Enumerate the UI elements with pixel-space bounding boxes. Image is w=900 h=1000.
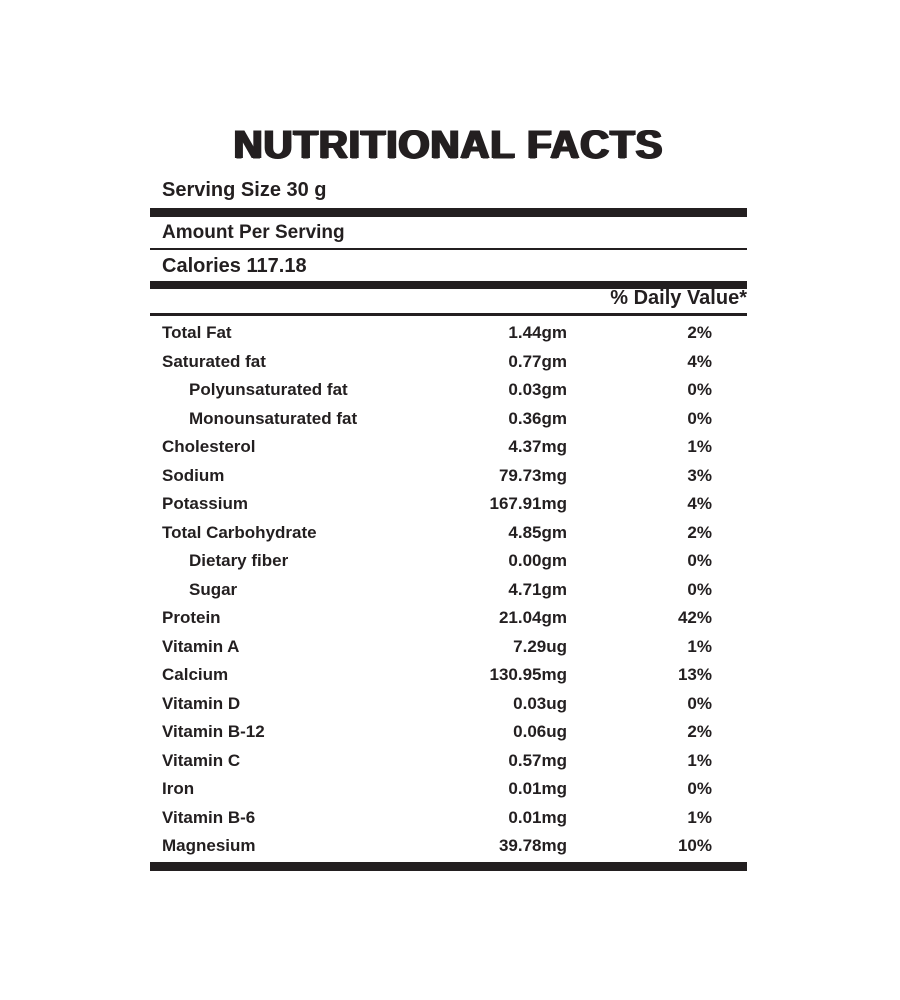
- label-title: NUTRITIONAL FACTS: [233, 123, 664, 167]
- nutrient-name: Magnesium: [162, 836, 256, 856]
- divider-thick-bottom: [150, 862, 747, 871]
- nutrient-name: Calcium: [162, 665, 229, 685]
- calories-line: [162, 255, 307, 278]
- nutrient-row: [150, 405, 747, 434]
- serving-size-line: [162, 179, 327, 202]
- nutrient-name: Vitamin B-12: [162, 722, 265, 742]
- nutrient-row: [150, 348, 747, 377]
- nutrient-name: Iron: [162, 779, 195, 799]
- nutrient-name: Total Carbohydrate: [162, 522, 317, 542]
- nutrient-daily-value: 3%: [687, 465, 712, 485]
- nutrient-amount: 0.77gm: [508, 351, 567, 371]
- nutrient-amount: 4.85gm: [508, 522, 567, 542]
- nutrient-row: [150, 690, 747, 719]
- nutrient-daily-value: 1%: [687, 807, 712, 827]
- nutrient-name: Polyunsaturated fat: [189, 380, 348, 400]
- nutrient-row: [150, 775, 747, 804]
- nutrient-name: Sodium: [162, 465, 225, 485]
- nutrient-amount: 7.29ug: [513, 636, 567, 656]
- serving-size-value: 30 g: [286, 179, 327, 201]
- divider-thin: [150, 248, 747, 250]
- nutrient-row: [150, 490, 747, 519]
- nutrient-name: Vitamin B-6: [162, 807, 256, 827]
- daily-value-header: % Daily Value*: [610, 287, 747, 309]
- nutrient-daily-value: 0%: [687, 551, 712, 571]
- nutrient-daily-value: 0%: [687, 693, 712, 713]
- nutrient-daily-value: 1%: [687, 750, 712, 770]
- nutrient-daily-value: 10%: [677, 836, 712, 856]
- nutrient-daily-value: 2%: [687, 522, 712, 542]
- calories-value: 117.18: [246, 255, 307, 277]
- nutrient-name: Cholesterol: [162, 437, 256, 457]
- nutrient-daily-value: 13%: [677, 665, 712, 685]
- nutrient-amount: 4.37mg: [508, 437, 567, 457]
- nutrient-amount: 0.01mg: [508, 779, 567, 799]
- nutrient-amount: 0.01mg: [508, 807, 567, 827]
- nutrient-name: Protein: [162, 608, 221, 628]
- nutrient-name: Vitamin C: [162, 750, 241, 770]
- nutrient-row: [150, 462, 747, 491]
- nutrient-row: [150, 519, 747, 548]
- nutrient-row: [150, 433, 747, 462]
- nutrient-row: [150, 547, 747, 576]
- nutrient-daily-value: 0%: [687, 579, 712, 599]
- nutrient-row: [150, 804, 747, 833]
- nutrient-row: [150, 376, 747, 405]
- nutrient-amount: 0.36gm: [508, 408, 567, 428]
- nutrient-name: Saturated fat: [162, 351, 266, 371]
- nutrient-name: Dietary fiber: [189, 551, 289, 571]
- nutrient-row: [150, 718, 747, 747]
- calories-label: Calories: [162, 255, 241, 277]
- nutrient-daily-value: 2%: [687, 722, 712, 742]
- nutrient-row: [150, 604, 747, 633]
- nutrient-name: Total Fat: [162, 323, 232, 343]
- nutrient-row: [150, 747, 747, 776]
- nutrient-rows: [150, 319, 747, 861]
- nutrient-amount: 39.78mg: [498, 836, 567, 856]
- nutrient-daily-value: 1%: [687, 437, 712, 457]
- nutrient-row: [150, 576, 747, 605]
- nutrient-row: [150, 633, 747, 662]
- nutrient-name: Vitamin A: [162, 636, 240, 656]
- nutrient-daily-value: 0%: [687, 779, 712, 799]
- nutrition-label: [150, 0, 747, 1000]
- nutrient-row: [150, 832, 747, 861]
- amount-per-serving-heading: Amount Per Serving: [162, 222, 345, 243]
- nutrient-amount: 79.73mg: [498, 465, 567, 485]
- nutrient-amount: 0.57mg: [508, 750, 567, 770]
- nutrient-amount: 130.95mg: [489, 665, 567, 685]
- nutrient-name: Monounsaturated fat: [189, 408, 358, 428]
- nutrient-daily-value: 0%: [687, 408, 712, 428]
- nutrient-name: Vitamin D: [162, 693, 241, 713]
- nutrient-amount: 0.03gm: [508, 380, 567, 400]
- nutrient-daily-value: 42%: [677, 608, 712, 628]
- nutrient-amount: 1.44gm: [508, 323, 567, 343]
- nutrient-daily-value: 0%: [687, 380, 712, 400]
- divider-medium: [150, 313, 747, 316]
- nutrient-amount: 0.03ug: [513, 693, 567, 713]
- nutrient-amount: 0.06ug: [513, 722, 567, 742]
- nutrient-amount: 167.91mg: [489, 494, 567, 514]
- nutrient-daily-value: 4%: [687, 494, 712, 514]
- nutrient-row: [150, 661, 747, 690]
- nutrient-amount: 21.04gm: [498, 608, 567, 628]
- nutrient-daily-value: 1%: [687, 636, 712, 656]
- nutrient-daily-value: 4%: [687, 351, 712, 371]
- nutrient-row: [150, 319, 747, 348]
- nutrient-amount: 0.00gm: [508, 551, 567, 571]
- divider-thick-top: [150, 208, 747, 217]
- serving-size-label: Serving Size: [162, 179, 281, 201]
- nutrient-daily-value: 2%: [687, 323, 712, 343]
- nutrient-name: Potassium: [162, 494, 248, 514]
- nutrient-amount: 4.71gm: [508, 579, 567, 599]
- nutrient-name: Sugar: [189, 579, 238, 599]
